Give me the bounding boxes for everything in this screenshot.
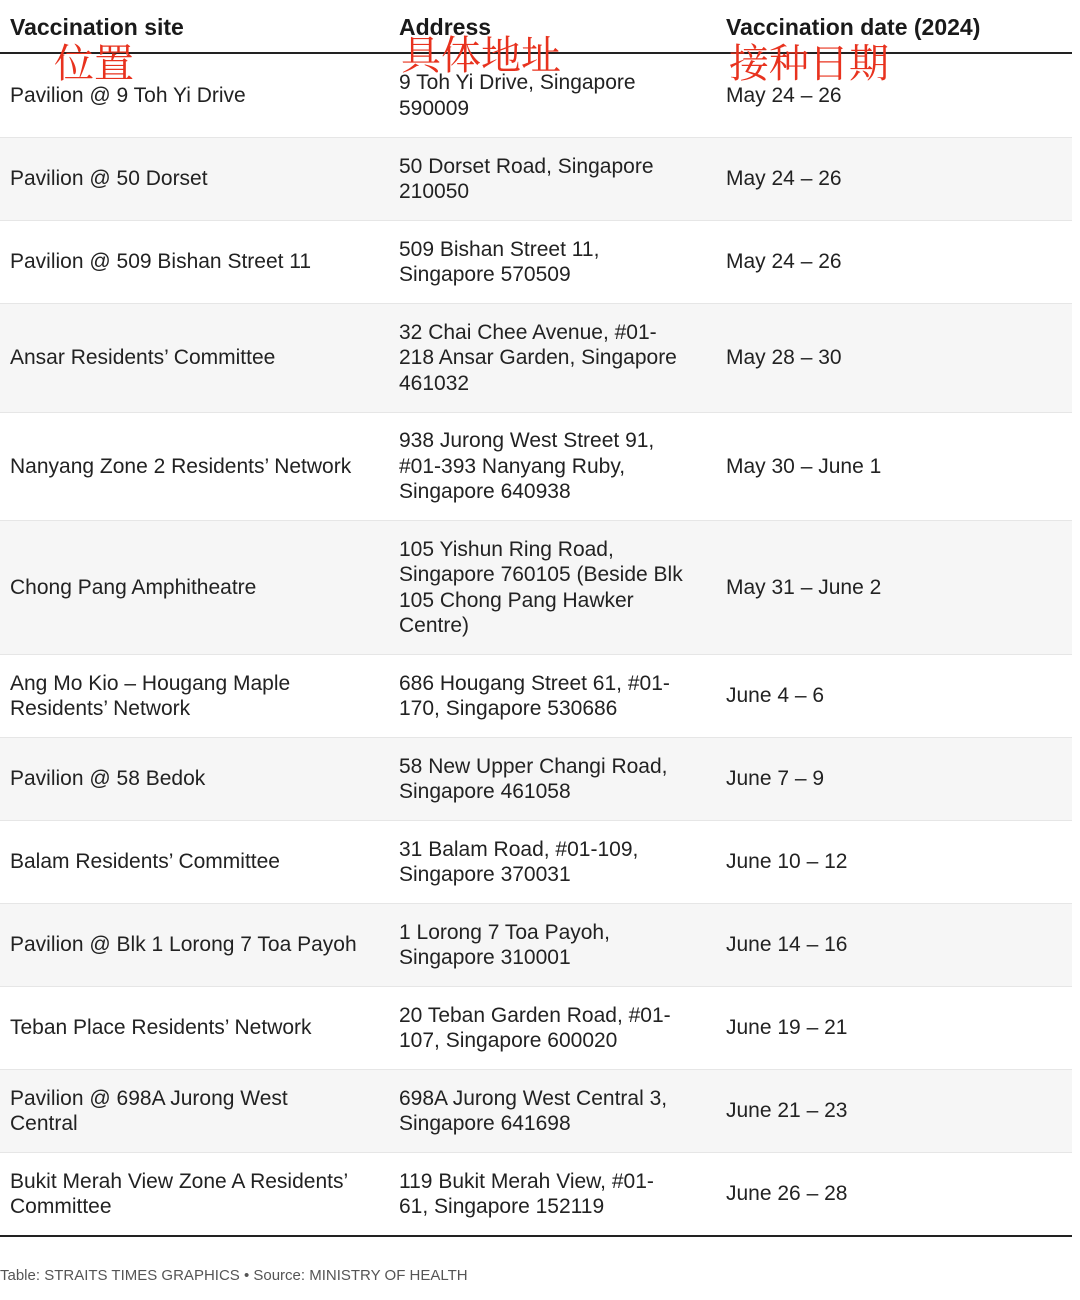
site-cell: Pavilion @ Blk 1 Lorong 7 Toa Payoh: [10, 933, 357, 957]
table-row: [0, 1153, 1072, 1237]
address-cell: 31 Balam Road, #01-109, Singapore 370031: [399, 837, 639, 886]
table-row: [0, 304, 1072, 413]
site-cell: Pavilion @ 9 Toh Yi Drive: [10, 83, 246, 107]
date-cell: June 4 – 6: [726, 684, 825, 708]
site-cell: Pavilion @ 698A Jurong West Central: [10, 1086, 288, 1135]
table-row: [0, 904, 1072, 987]
address-cell: 938 Jurong West Street 91, #01-393 Nanyang Ruby, Singapore 640938: [399, 429, 655, 504]
table-row: [0, 987, 1072, 1070]
address-cell: 20 Teban Garden Road, #01-107, Singapore 600020: [399, 1003, 671, 1052]
address-cell: 509 Bishan Street 11, Singapore 570509: [399, 237, 600, 286]
date-cell: May 24 – 26: [726, 167, 842, 191]
address-cell: 9 Toh Yi Drive, Singapore 590009: [399, 71, 636, 120]
table-row: [0, 738, 1072, 821]
site-cell: Pavilion @ 509 Bishan Street 11: [10, 250, 312, 274]
table-row: [0, 413, 1072, 521]
table-row: [0, 221, 1072, 304]
date-cell: May 24 – 26: [726, 250, 842, 274]
source-footer: Table: STRAITS TIMES GRAPHICS • Source: MINISTRY OF HEALTH: [0, 1267, 468, 1284]
site-cell: Nanyang Zone 2 Residents’ Network: [10, 454, 352, 478]
annotation-address-chinese: 具体地址: [401, 33, 561, 79]
date-cell: May 31 – June 2: [726, 575, 882, 599]
header-vaccination-site: Vaccination site: [10, 14, 184, 40]
date-cell: June 21 – 23: [726, 1099, 848, 1123]
header-vaccination-date: Vaccination date (2024): [726, 14, 981, 40]
address-cell: 105 Yishun Ring Road, Singapore 760105 (Beside Blk 105 Chong Pang Hawker Centre): [399, 537, 683, 637]
site-cell: Teban Place Residents’ Network: [10, 1016, 312, 1040]
site-cell: Bukit Merah View Zone A Residents’ Committee: [10, 1169, 348, 1218]
date-cell: June 14 – 16: [726, 933, 848, 957]
date-cell: May 30 – June 1: [726, 454, 882, 478]
site-cell: Chong Pang Amphitheatre: [10, 575, 257, 599]
site-cell: Ang Mo Kio – Hougang Maple Residents’ Network: [10, 671, 291, 720]
site-cell: Balam Residents’ Committee: [10, 850, 280, 874]
date-cell: June 7 – 9: [726, 767, 825, 791]
address-cell: 698A Jurong West Central 3, Singapore 641698: [399, 1086, 668, 1135]
table-row: [0, 138, 1072, 221]
address-cell: 1 Lorong 7 Toa Payoh, Singapore 310001: [399, 920, 610, 969]
table-row: [0, 821, 1072, 904]
address-cell: 58 New Upper Changi Road, Singapore 461058: [399, 754, 668, 803]
address-cell: 119 Bukit Merah View, #01-61, Singapore 152119: [399, 1169, 654, 1218]
date-cell: June 19 – 21: [726, 1016, 848, 1040]
address-cell: 50 Dorset Road, Singapore 210050: [399, 154, 654, 203]
site-cell: Pavilion @ 58 Bedok: [10, 767, 206, 791]
annotation-site-chinese: 位置: [54, 41, 134, 87]
table-row: [0, 655, 1072, 738]
address-cell: 686 Hougang Street 61, #01-170, Singapore 530686: [399, 671, 670, 720]
site-cell: Ansar Residents’ Committee: [10, 346, 276, 370]
site-cell: Pavilion @ 50 Dorset: [10, 167, 208, 191]
address-cell: 32 Chai Chee Avenue, #01-218 Ansar Garden, Singapore 461032: [399, 320, 677, 395]
table-row: [0, 1070, 1072, 1153]
table-row: [0, 521, 1072, 655]
date-cell: May 24 – 26: [726, 83, 842, 107]
header-address: Address: [399, 14, 492, 40]
date-cell: June 26 – 28: [726, 1182, 848, 1206]
date-cell: May 28 – 30: [726, 346, 842, 370]
annotation-date-chinese: 接种日期: [729, 41, 889, 87]
date-cell: June 10 – 12: [726, 850, 848, 874]
